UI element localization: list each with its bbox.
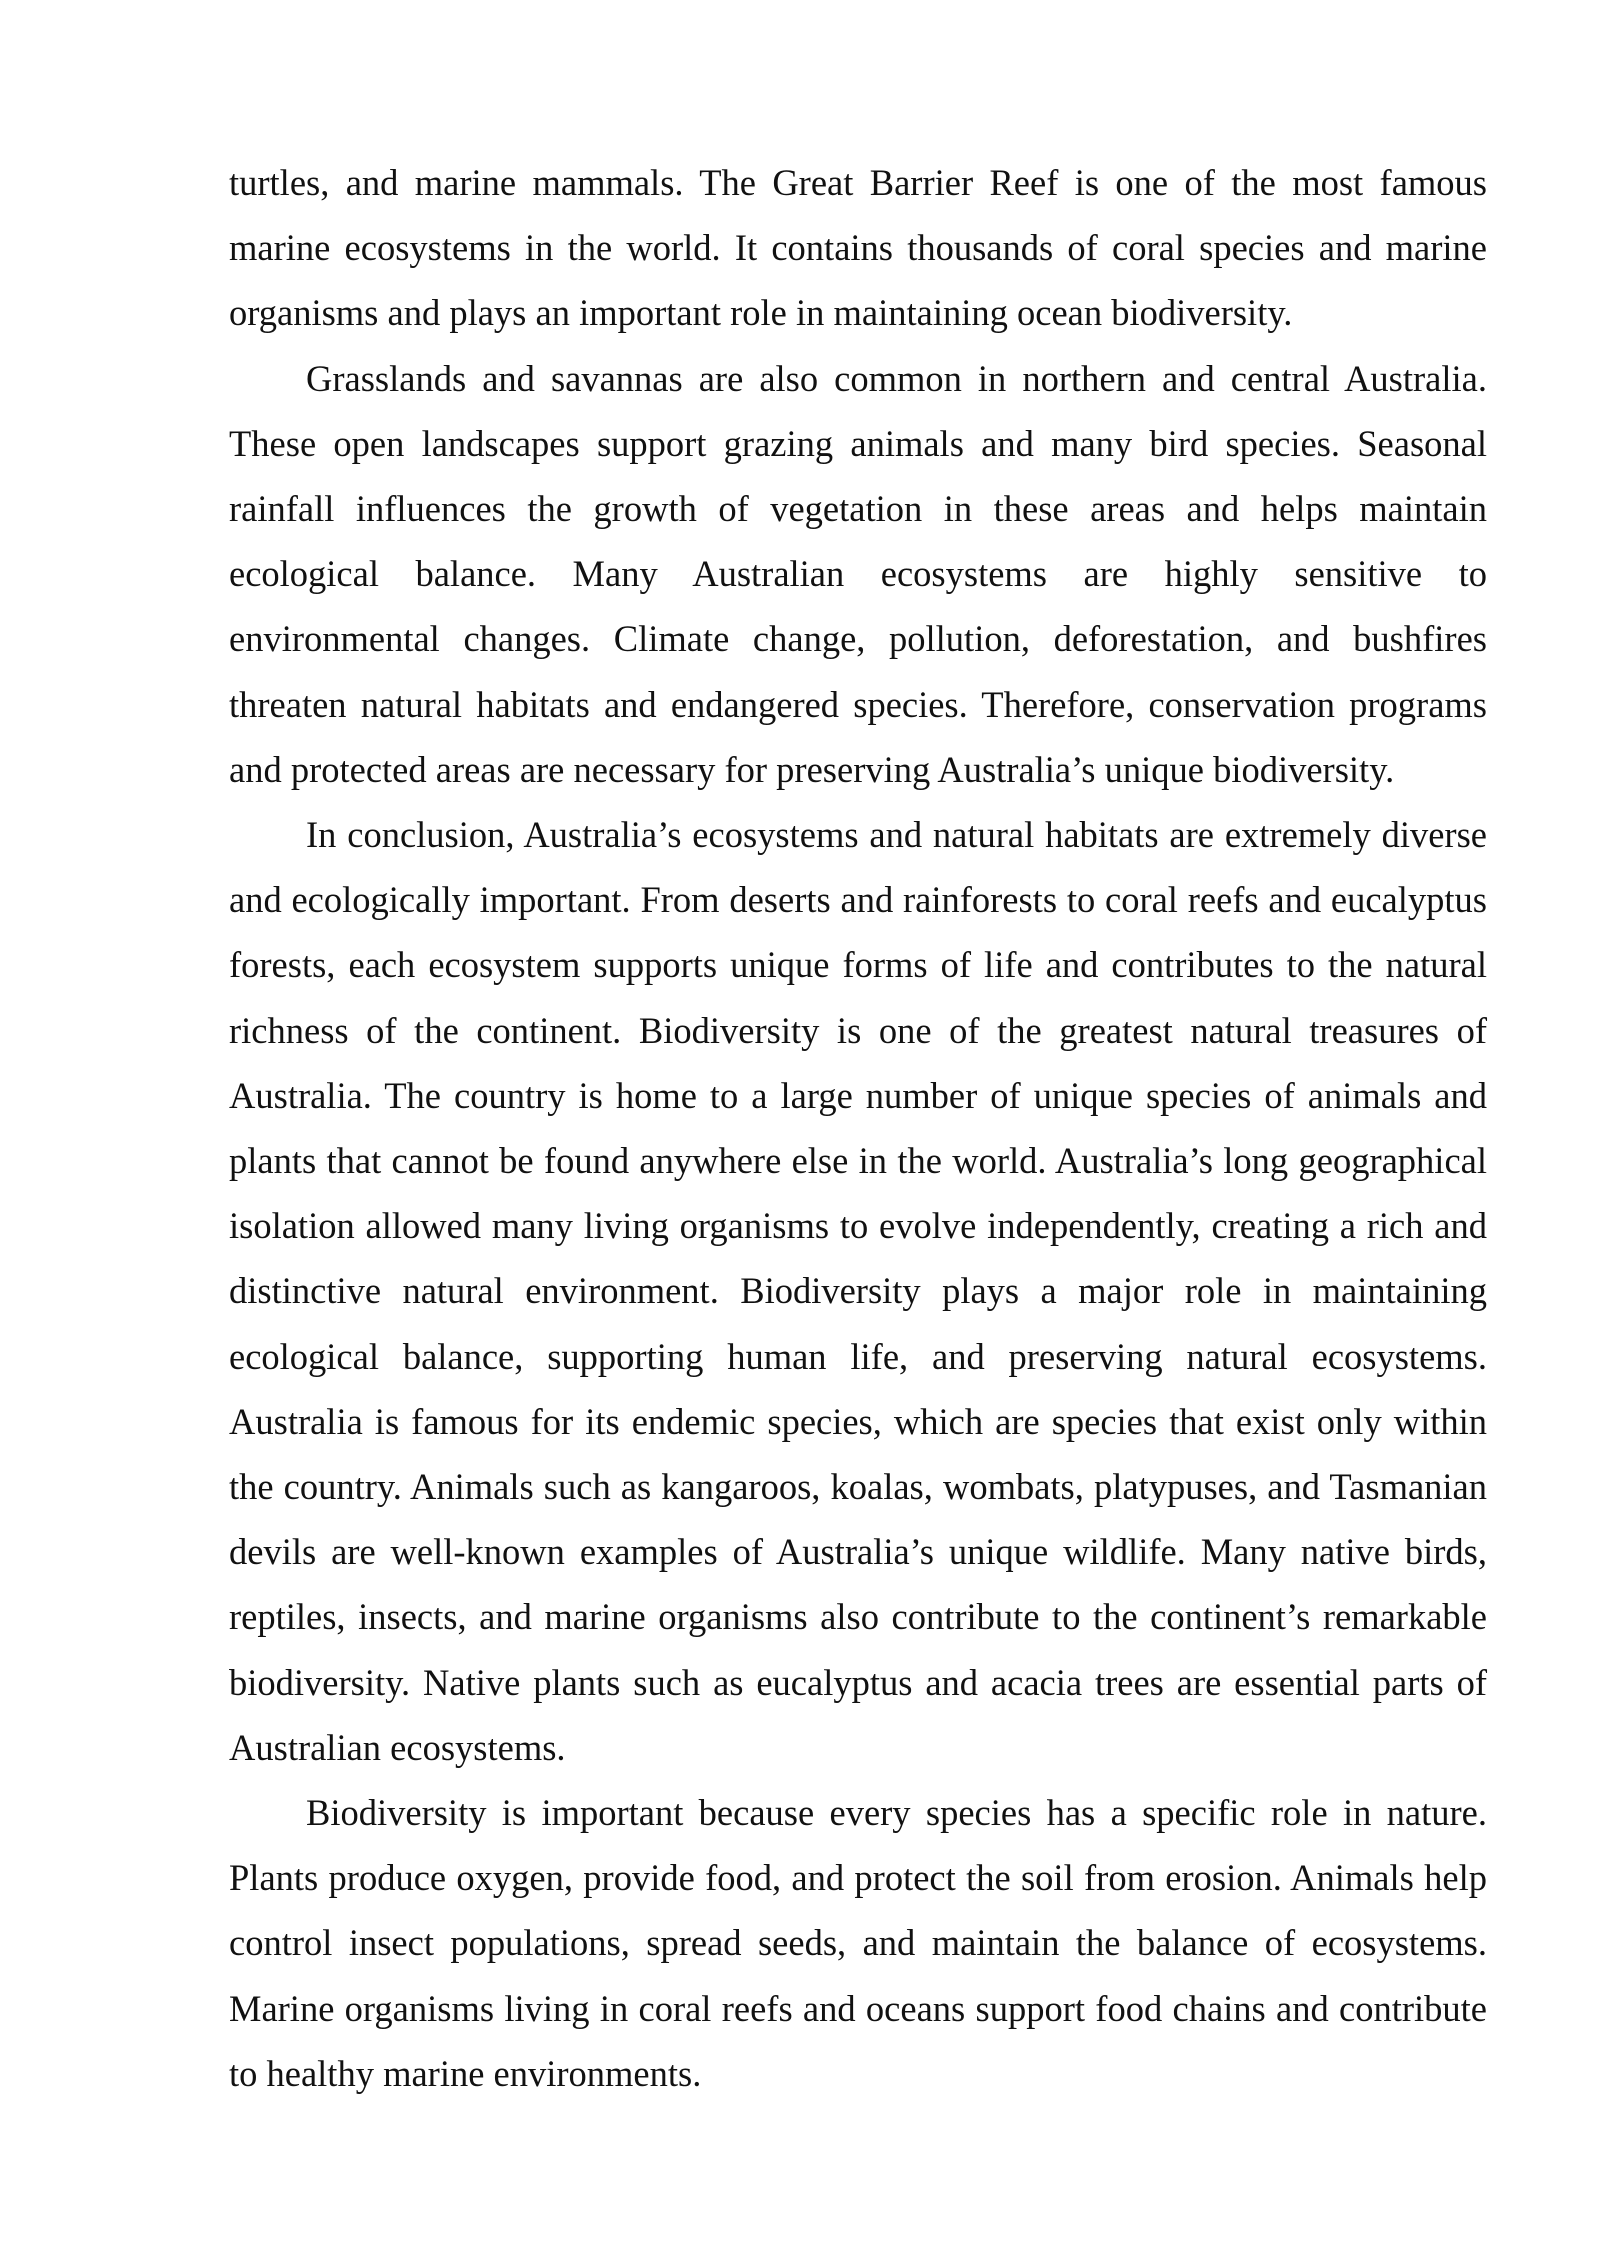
paragraph-grasslands: Grasslands and savannas are also common in northern and central Australia. These open landscapes support grazing animals and many bird species. Seasonal rainfall influences the growth of vegetation in these areas and helps maintain ecological balance. Many Australian ecosystems are highly sensitive to environmental changes. Climate change, pollution, deforestation, and bushfires threaten natural habitats and endangered species. Therefore, conservation programs and protected areas are necessary for preserving Australia’s unique biodiversity. bbox=[229, 357, 1487, 790]
body-text bbox=[229, 150, 1487, 2106]
paragraph-conclusion: In conclusion, Australia’s ecosystems and natural habitats are extremely diverse and ecologically important. From deserts and rainforests to coral reefs and eucalyptus forests, each ecosystem supports unique forms of life and contributes to the natural richness of the continent. Biodiversity is one of the greatest natural treasures of Australia. The country is home to a large number of unique species of animals and plants that cannot be found anywhere else in the world. Australia’s long geographical isolation allowed many living organisms to evolve independently, creating a rich and distinctive natural environment. Biodiversity plays a major role in maintaining ecological balance, supporting human life, and preserving natural ecosystems. Australia is famous for its endemic species, which are species that exist only within the country. Animals such as kangaroos, koalas, wombats, platypuses, and Tasmanian devils are well-known examples of Australia’s unique wildlife. Many native birds, reptiles, insects, and marine organisms also contribute to the continent’s remarkable biodiversity. Native plants such as eucalyptus and acacia trees are essential parts of Australian ecosystems. bbox=[229, 814, 1487, 1768]
paragraph-biodiversity-importance: Biodiversity is important because every species has a specific role in nature. Plants produce oxygen, provide food, and protect the soil from erosion. Animals help control insect populations, spread seeds, and maintain the balance of ecosystems. Marine organisms living in coral reefs and oceans support food chains and contribute to healthy marine environments. bbox=[229, 1792, 1487, 2094]
paragraph-continuation: turtles, and marine mammals. The Great Barrier Reef is one of the most famous marine ecosystems in the world. It contains thousands of coral species and marine organisms and plays an important role in maintaining ocean biodiversity. bbox=[229, 162, 1487, 334]
